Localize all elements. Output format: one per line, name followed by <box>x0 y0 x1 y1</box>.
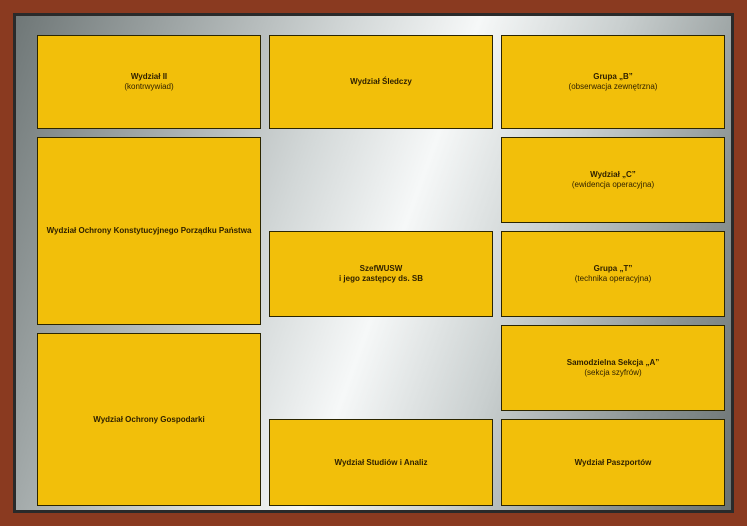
box-wydzial-okpp <box>37 137 261 325</box>
box-subtitle: (obserwacja zewnętrzna) <box>568 82 658 91</box>
box-wydzial-og <box>37 333 261 506</box>
box-wydzial-paszportow <box>501 419 725 506</box>
box-wydzial-studiow <box>269 419 493 506</box>
box-grupa-t <box>501 231 725 317</box>
box-title: Samodzielna Sekcja „A” <box>566 358 660 367</box>
box-title: Grupa „T” <box>593 264 633 273</box>
box-wydzial-c <box>501 137 725 223</box>
box-title: Wydział Śledczy <box>350 77 412 86</box>
box-title: Wydział Ochrony Gospodarki <box>93 414 205 424</box>
box-title: Wydział II <box>130 72 168 81</box>
box-title: Wydział Paszportów <box>574 457 652 467</box>
box-subtitle: i jego zastępcy ds. SB <box>338 274 424 283</box>
box-subtitle: (kontrwywiad) <box>124 82 174 91</box>
box-subtitle: (ewidencja operacyjna) <box>571 180 655 189</box>
box-title: Wydział Ochrony Konstytucyjnego Porządku Państwa <box>46 226 252 235</box>
box-wydzial-sledczy <box>269 35 493 129</box>
box-grupa-b <box>501 35 725 129</box>
box-title: Grupa „B” <box>593 72 633 81</box>
box-subtitle: (sekcja szyfrów) <box>584 368 642 377</box>
box-title: Wydział „C” <box>590 170 636 179</box>
box-wydzial-ii <box>37 35 261 129</box>
box-samodzielna-sekcja-a <box>501 325 725 411</box>
box-subtitle: (technika operacyjna) <box>574 274 652 283</box>
box-szef-wusw <box>269 231 493 317</box>
box-title: Wydział Studiów i Analiz <box>334 457 428 467</box>
box-title: SzefWUSW <box>359 264 403 273</box>
